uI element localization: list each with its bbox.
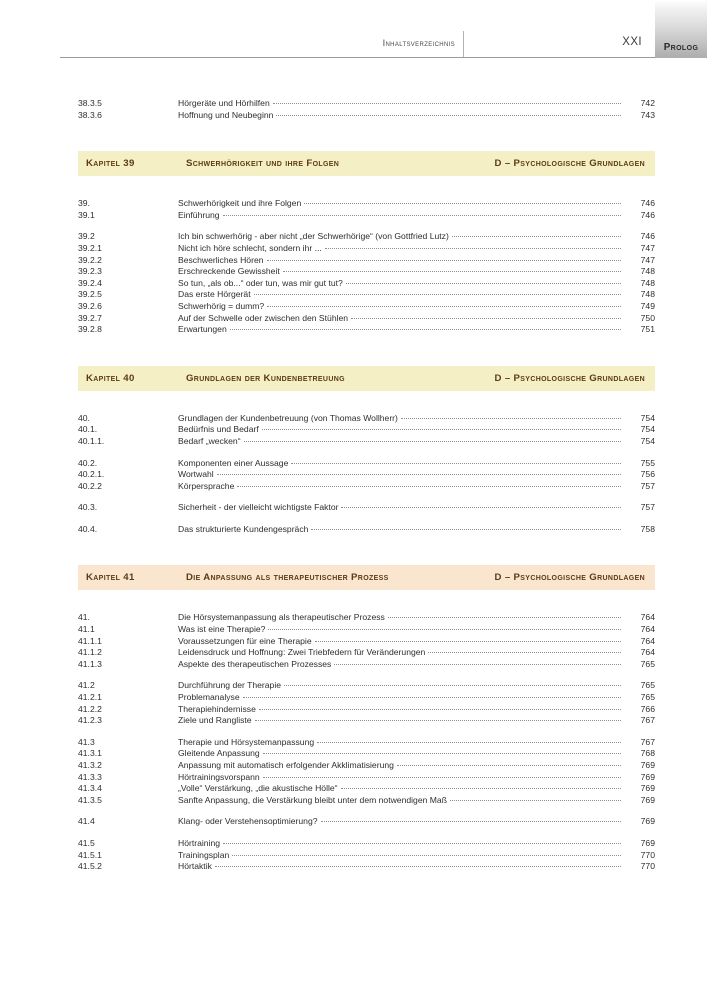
toc-entry-leader-dots — [291, 463, 621, 464]
toc-entry-title: Das erste Hörgerät — [178, 289, 251, 300]
toc-entry-row[interactable] — [78, 715, 655, 727]
toc-entry-page-number: 766 — [640, 703, 655, 714]
toc-entry-page-number: 765 — [640, 658, 655, 669]
toc-entry-leader-dots — [217, 474, 621, 475]
toc-entry-title: Leidensdruck und Hoffnung: Zwei Triebfedern für Veränderungen — [178, 647, 426, 658]
toc-entry-row[interactable] — [78, 324, 655, 336]
table-of-contents — [78, 98, 655, 873]
toc-entry-page-number: 742 — [640, 98, 655, 108]
toc-entry-page-number: 764 — [640, 635, 655, 646]
toc-entry-number: 41.3.1 — [78, 748, 102, 759]
toc-entry-number: 40.3. — [78, 502, 98, 513]
chapter-banner-part-label: D – Psychologische Grundlagen — [494, 372, 645, 384]
toc-entry-leader-dots — [341, 507, 621, 508]
toc-entry-page-number: 748 — [640, 289, 655, 300]
toc-entry-title: Problemanalyse — [178, 692, 240, 703]
toc-entry-leader-dots — [321, 821, 622, 822]
toc-entry-leader-dots — [267, 306, 621, 307]
chapter-banner-part-label: D – Psychologische Grundlagen — [494, 158, 645, 170]
toc-entry-page-number: 754 — [640, 424, 655, 435]
toc-entry-number: 41.3 — [78, 736, 95, 747]
toc-entry-title: Ich bin schwerhörig - aber nicht „der Schwerhörige“ (von Gottfried Lutz) — [178, 231, 449, 242]
toc-group-gap — [78, 670, 655, 680]
toc-entry-group — [78, 838, 655, 873]
toc-entry-leader-dots — [283, 271, 621, 272]
toc-entry-page-number: 769 — [640, 771, 655, 782]
chapter-bar-space-below — [78, 590, 655, 612]
toc-entry-row[interactable] — [78, 198, 655, 210]
toc-entry-leader-dots — [317, 742, 621, 743]
toc-entry-page-number: 764 — [640, 647, 655, 658]
toc-entry-title: Therapie und Hörsystemanpassung — [178, 736, 315, 747]
toc-entry-page-number: 757 — [640, 480, 655, 491]
running-head-rule — [60, 57, 655, 58]
toc-entry-title: Ziele und Rangliste — [178, 715, 252, 726]
toc-entry-row[interactable] — [78, 524, 655, 536]
toc-entry-leader-dots — [267, 260, 622, 261]
toc-entry-number: 39.2.7 — [78, 312, 102, 323]
chapter-banner — [78, 151, 655, 176]
toc-entry-group — [78, 737, 655, 807]
toc-entry-leader-dots — [315, 641, 621, 642]
toc-entry-number: 39.2.4 — [78, 277, 102, 288]
toc-entry-leader-dots — [232, 855, 621, 856]
toc-entry-number: 40.1.1. — [78, 435, 105, 446]
toc-entry-number: 39. — [78, 198, 90, 209]
running-head-divider — [463, 31, 464, 57]
toc-entry-row[interactable] — [78, 278, 655, 290]
toc-entry-title: Therapiehindernisse — [178, 703, 256, 714]
chapter-banner — [78, 366, 655, 391]
toc-group-gap — [78, 448, 655, 458]
toc-entry-row[interactable] — [78, 748, 655, 760]
chapter-banner-title: Schwerhörigkeit und ihre Folgen — [186, 158, 340, 170]
toc-entry-page-number: 770 — [640, 861, 655, 872]
toc-entry-number: 40. — [78, 412, 90, 423]
toc-entry-number: 39.1 — [78, 209, 95, 220]
chapter-banner-part-label: D – Psychologische Grundlagen — [494, 572, 645, 584]
toc-entry-leader-dots — [254, 294, 621, 295]
toc-entry-title: So tun, „als ob...“ oder tun, was mir gut tut? — [178, 277, 343, 288]
toc-entry-page-number: 754 — [640, 435, 655, 446]
toc-entry-group — [78, 231, 655, 335]
toc-entry-row[interactable] — [78, 98, 655, 110]
toc-entry-title: Was ist eine Therapie? — [178, 624, 266, 635]
toc-entry-number: 39.2.3 — [78, 266, 102, 277]
toc-entry-title: Beschwerliches Hören — [178, 254, 264, 265]
toc-entry-leader-dots — [255, 720, 621, 721]
toc-entry-page-number: 769 — [640, 794, 655, 805]
toc-entry-page-number: 746 — [640, 231, 655, 242]
chapter-banner-kapitel-label: Kapitel 41 — [86, 572, 135, 584]
toc-entry-row[interactable] — [78, 737, 655, 749]
toc-entry-group — [78, 198, 655, 221]
toc-entry-leader-dots — [263, 753, 621, 754]
toc-entry-title: Auf der Schwelle oder zwischen den Stühlen — [178, 312, 349, 323]
toc-entry-title: Komponenten einer Aussage — [178, 457, 289, 468]
toc-entry-leader-dots — [223, 843, 621, 844]
toc-entry-title: Wortwahl — [178, 469, 214, 480]
toc-entry-row[interactable] — [78, 850, 655, 862]
toc-entry-row[interactable] — [78, 424, 655, 436]
toc-entry-row[interactable] — [78, 266, 655, 278]
toc-entry-group — [78, 413, 655, 448]
toc-entry-page-number: 751 — [640, 324, 655, 335]
toc-entry-leader-dots — [397, 765, 621, 766]
toc-entry-leader-dots — [450, 800, 621, 801]
toc-entry-row[interactable] — [78, 861, 655, 873]
toc-entry-title: Hörgeräte und Hörhilfen — [178, 98, 270, 108]
toc-entry-group — [78, 98, 655, 121]
toc-entry-number: 41.5.1 — [78, 849, 102, 860]
toc-entry-number: 40.2. — [78, 457, 98, 468]
toc-entry-leader-dots — [284, 685, 621, 686]
toc-entry-title: Erschreckende Gewissheit — [178, 266, 280, 277]
chapter-banner-kapitel-label: Kapitel 40 — [86, 372, 135, 384]
toc-entry-page-number: 754 — [640, 412, 655, 423]
toc-entry-title: Sicherheit - der vielleicht wichtigste Faktor — [178, 502, 339, 513]
toc-entry-row[interactable] — [78, 838, 655, 850]
toc-entry-number: 41.2.1 — [78, 692, 102, 703]
toc-entry-title: Hoffnung und Neubeginn — [178, 109, 274, 120]
toc-entry-leader-dots — [311, 529, 621, 530]
toc-entry-row[interactable] — [78, 481, 655, 493]
toc-entry-leader-dots — [230, 329, 621, 330]
toc-entry-page-number: 764 — [640, 612, 655, 623]
toc-entry-page-number: 765 — [640, 680, 655, 691]
toc-entry-page-number: 769 — [640, 837, 655, 848]
toc-entry-page-number: 746 — [640, 198, 655, 209]
toc-entry-number: 41.1.2 — [78, 647, 102, 658]
page-running-head — [0, 0, 707, 60]
toc-entry-title: Schwerhörigkeit und ihre Folgen — [178, 198, 302, 209]
toc-entry-number: 41.1.3 — [78, 658, 102, 669]
toc-entry-page-number: 770 — [640, 849, 655, 860]
chapter-bar-space-above — [78, 336, 655, 366]
toc-entry-leader-dots — [304, 203, 621, 204]
toc-entry-row[interactable] — [78, 502, 655, 514]
toc-entry-page-number: 748 — [640, 277, 655, 288]
toc-entry-page-number: 757 — [640, 502, 655, 513]
toc-entry-row[interactable] — [78, 301, 655, 313]
toc-entry-title: Voraussetzungen für eine Therapie — [178, 635, 312, 646]
toc-entry-page-number: 769 — [640, 783, 655, 794]
toc-entry-number: 41.5.2 — [78, 861, 102, 872]
toc-entry-leader-dots — [263, 777, 621, 778]
chapter-banner-title: Grundlagen der Kundenbetreuung — [186, 372, 345, 384]
chapter-bar-space-above — [78, 121, 655, 151]
toc-entry-number: 39.2.2 — [78, 254, 102, 265]
toc-entry-number: 41.3.2 — [78, 760, 102, 770]
toc-entry-leader-dots — [243, 697, 621, 698]
toc-entry-leader-dots — [401, 418, 621, 419]
toc-entry-title: Klang- oder Verstehensoptimierung? — [178, 816, 318, 827]
toc-entry-row[interactable] — [78, 783, 655, 795]
toc-entry-leader-dots — [215, 866, 621, 867]
toc-entry-title: Anpassung mit automatisch erfolgender Akklimatisierung — [178, 760, 394, 770]
toc-entry-leader-dots — [341, 788, 621, 789]
toc-entry-row[interactable] — [78, 243, 655, 255]
toc-entry-page-number: 768 — [640, 748, 655, 759]
toc-entry-number: 41.2.2 — [78, 703, 102, 714]
toc-entry-leader-dots — [428, 652, 621, 653]
toc-entry-page-number: 743 — [640, 109, 655, 120]
toc-entry-leader-dots — [346, 283, 621, 284]
toc-entry-number: 38.3.5 — [78, 98, 102, 108]
toc-entry-page-number: 769 — [640, 760, 655, 770]
toc-entry-row[interactable] — [78, 210, 655, 222]
toc-entry-page-number: 756 — [640, 469, 655, 480]
toc-entry-number: 41. — [78, 612, 90, 623]
toc-entry-number: 41.2 — [78, 680, 95, 691]
toc-entry-group — [78, 502, 655, 514]
toc-entry-row[interactable] — [78, 255, 655, 267]
toc-group-gap — [78, 806, 655, 816]
toc-entry-number: 40.4. — [78, 523, 98, 534]
toc-entry-number: 39.2.6 — [78, 300, 102, 311]
toc-entry-page-number: 747 — [640, 254, 655, 265]
toc-entry-row[interactable] — [78, 760, 655, 772]
toc-entry-page-number: 758 — [640, 523, 655, 534]
toc-entry-row[interactable] — [78, 231, 655, 243]
toc-group-gap — [78, 492, 655, 502]
toc-entry-title: Nicht ich höre schlecht, sondern ihr ... — [178, 242, 322, 253]
toc-entry-page-number: 747 — [640, 242, 655, 253]
toc-entry-title: Gleitende Anpassung — [178, 748, 260, 759]
toc-entry-title: Einführung — [178, 209, 220, 220]
toc-entry-number: 39.2.5 — [78, 289, 102, 300]
toc-entry-number: 39.2.1 — [78, 242, 102, 253]
page-number: XXI — [622, 36, 642, 48]
toc-entry-row[interactable] — [78, 704, 655, 716]
toc-entry-title: Körpersprache — [178, 480, 235, 491]
toc-entry-title: Die Hörsystemanpassung als therapeutischer Prozess — [178, 612, 385, 623]
toc-entry-row[interactable] — [78, 110, 655, 122]
toc-entry-leader-dots — [223, 215, 621, 216]
toc-entry-row[interactable] — [78, 289, 655, 301]
toc-entry-title: Das strukturierte Kundengespräch — [178, 523, 309, 534]
chapter-banner-title: Die Anpassung als therapeutischer Prozess — [186, 572, 389, 584]
toc-entry-page-number: 765 — [640, 692, 655, 703]
toc-entry-row[interactable] — [78, 469, 655, 481]
toc-entry-title: Bedarf „wecken“ — [178, 435, 241, 446]
chapter-bar-space-below — [78, 391, 655, 413]
toc-entry-page-number: 750 — [640, 312, 655, 323]
toc-entry-title: Erwartungen — [178, 324, 227, 335]
toc-entry-page-number: 749 — [640, 300, 655, 311]
running-head-title: Inhaltsverzeichnis — [382, 38, 455, 48]
toc-entry-page-number: 746 — [640, 209, 655, 220]
toc-entry-number: 41.3.3 — [78, 771, 102, 782]
toc-entry-leader-dots — [388, 617, 621, 618]
chapter-bar-space-below — [78, 176, 655, 198]
toc-entry-title: Aspekte des therapeutischen Prozesses — [178, 658, 332, 669]
toc-entry-group — [78, 524, 655, 536]
toc-entry-leader-dots — [452, 236, 621, 237]
toc-entry-title: Bedürfnis und Bedarf — [178, 424, 259, 435]
toc-entry-page-number: 755 — [640, 457, 655, 468]
toc-entry-page-number: 764 — [640, 624, 655, 635]
toc-entry-row[interactable] — [78, 659, 655, 671]
toc-entry-number: 41.3.5 — [78, 794, 102, 805]
toc-entry-page-number: 748 — [640, 266, 655, 277]
section-thumb-tab — [655, 0, 707, 58]
toc-entry-group — [78, 612, 655, 670]
toc-entry-title: „Volle“ Verstärkung, „die akustische Hölle“ — [178, 783, 338, 794]
toc-group-gap — [78, 727, 655, 737]
toc-entry-leader-dots — [237, 486, 621, 487]
toc-entry-number: 38.3.6 — [78, 109, 102, 120]
toc-entry-row[interactable] — [78, 612, 655, 624]
toc-entry-page-number: 767 — [640, 715, 655, 726]
toc-entry-title: Sanfte Anpassung, die Verstärkung bleibt unter dem notwendigen Maß — [178, 794, 447, 805]
toc-entry-leader-dots — [273, 103, 621, 104]
toc-entry-leader-dots — [351, 318, 621, 319]
toc-group-gap — [78, 514, 655, 524]
toc-entry-number: 41.4 — [78, 816, 95, 827]
toc-entry-group — [78, 816, 655, 828]
toc-entry-number: 40.2.1. — [78, 469, 105, 480]
toc-entry-leader-dots — [259, 709, 621, 710]
toc-entry-row[interactable] — [78, 313, 655, 325]
toc-entry-number: 40.1. — [78, 424, 98, 435]
toc-entry-number: 41.2.3 — [78, 715, 102, 726]
chapter-banner — [78, 565, 655, 590]
chapter-banner-kapitel-label: Kapitel 39 — [86, 158, 135, 170]
toc-entry-leader-dots — [325, 248, 621, 249]
toc-entry-group — [78, 680, 655, 726]
toc-entry-page-number: 769 — [640, 816, 655, 827]
section-thumb-tab-label: Prolog — [663, 42, 699, 53]
toc-entry-title: Hörtaktik — [178, 861, 212, 872]
toc-entry-group — [78, 458, 655, 493]
toc-group-gap — [78, 221, 655, 231]
toc-entry-leader-dots — [268, 629, 621, 630]
toc-entry-row[interactable] — [78, 772, 655, 784]
toc-entry-row[interactable] — [78, 413, 655, 425]
toc-entry-number: 41.5 — [78, 837, 95, 848]
toc-entry-leader-dots — [244, 441, 621, 442]
toc-entry-title: Grundlagen der Kundenbetreuung (von Thomas Wollherr) — [178, 412, 398, 423]
toc-entry-leader-dots — [334, 664, 621, 665]
toc-entry-row[interactable] — [78, 636, 655, 648]
toc-entry-row[interactable] — [78, 816, 655, 828]
chapter-bar-space-above — [78, 535, 655, 565]
toc-entry-title: Schwerhörig = dumm? — [178, 300, 265, 311]
toc-entry-page-number: 767 — [640, 736, 655, 747]
toc-entry-row[interactable] — [78, 458, 655, 470]
toc-entry-title: Hörtrainingsvorspann — [178, 771, 260, 782]
toc-entry-row[interactable] — [78, 795, 655, 807]
toc-entry-title: Trainingsplan — [178, 849, 230, 860]
toc-entry-number: 41.3.4 — [78, 783, 102, 794]
toc-group-gap — [78, 828, 655, 838]
toc-entry-number: 41.1 — [78, 624, 95, 635]
toc-entry-number: 41.1.1 — [78, 635, 102, 646]
toc-entry-number: 39.2 — [78, 231, 95, 242]
toc-entry-leader-dots — [276, 115, 621, 116]
toc-entry-row[interactable] — [78, 436, 655, 448]
toc-entry-title: Hörtraining — [178, 837, 221, 848]
toc-entry-row[interactable] — [78, 680, 655, 692]
toc-entry-row[interactable] — [78, 692, 655, 704]
toc-entry-title: Durchführung der Therapie — [178, 680, 282, 691]
toc-entry-leader-dots — [262, 429, 621, 430]
toc-entry-number: 40.2.2 — [78, 480, 102, 491]
toc-entry-number: 39.2.8 — [78, 324, 102, 335]
toc-entry-row[interactable] — [78, 624, 655, 636]
toc-entry-row[interactable] — [78, 647, 655, 659]
